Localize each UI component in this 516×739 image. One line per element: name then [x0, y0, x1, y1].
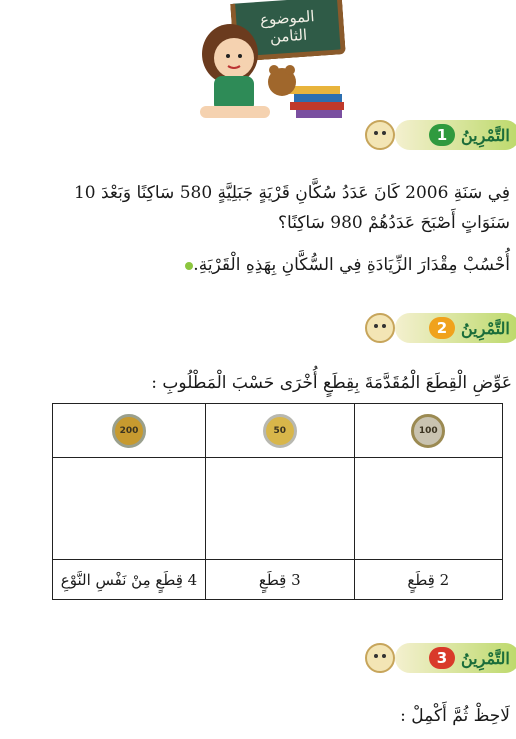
exercise-2-title: التَّمْرِينُ — [461, 318, 510, 338]
exercise-3-number: 3 — [429, 647, 455, 669]
exercise-1-heading — [383, 120, 516, 150]
exercise-1-title: التَّمْرِينُ — [461, 125, 510, 145]
mascot-icon — [365, 643, 395, 673]
label-cell-2-pieces: 2 قِطَعٍ — [354, 560, 503, 600]
exercise-1-task-text: أُحْسُبْ مِقْدَارَ الزِّيَادَةِ فِي السُّكَّانِ بِهَذِهِ الْقَرْيَةِ. — [193, 255, 510, 275]
answer-cell[interactable] — [53, 458, 206, 560]
mascot-icon — [365, 120, 395, 150]
exercise-1-banner — [395, 120, 516, 150]
exercise-2-instruction: عَوِّضِ الْقِطَعَ الْمُقَدَّمَةَ بِقِطَعٍ أُخْرَى حَسْبَ الْمَطْلُوبِ : — [151, 373, 512, 393]
exercise-3-banner — [395, 643, 516, 673]
exercise-2-banner — [395, 313, 516, 343]
exercise-2-number: 2 — [429, 317, 455, 339]
coin-200-icon: 200 — [112, 414, 146, 448]
coin-50-icon: 50 — [263, 414, 297, 448]
answer-cell[interactable] — [354, 458, 503, 560]
exercise-3-title: التَّمْرِينُ — [461, 648, 510, 668]
student-reading-illustration — [178, 6, 348, 136]
coins-table — [52, 403, 503, 600]
coin-cell — [206, 404, 355, 458]
label-cell-3-pieces: 3 قِطَعٍ — [206, 560, 355, 600]
board-line-1: الموضوع — [259, 6, 316, 29]
mascot-icon — [365, 313, 395, 343]
labels-row — [53, 560, 503, 600]
coin-cell — [53, 404, 206, 458]
coin-cell — [354, 404, 503, 458]
exercise-2-heading — [383, 313, 516, 343]
exercise-3-heading — [383, 643, 516, 673]
exercise-1-paragraph-line-1: فِي سَنَةِ 2006 كَانَ عَدَدُ سُكَّانِ قَرْيَةٍ جَبَلِيَّةٍ 580 سَاكِنًا وَبَعْدَ 10 — [73, 183, 510, 203]
answer-cell[interactable] — [206, 458, 355, 560]
label-cell-4-pieces: 4 قِطَعٍ مِنْ نَفْسِ النَّوْعِ — [53, 560, 206, 600]
exercise-1-task — [10, 255, 510, 275]
board-line-2: الثامن — [269, 25, 308, 46]
coin-100-icon: 100 — [411, 414, 445, 448]
exercise-1-paragraph-line-2: سَنَوَاتٍ أَصْبَحَ عَدَدُهُمْ 980 سَاكِنًا؟ — [278, 213, 510, 233]
answer-row — [53, 458, 503, 560]
coins-row — [53, 404, 503, 458]
exercise-1-number: 1 — [429, 124, 455, 146]
exercise-3-instruction: لَاحِظْ ثُمَّ أَكْمِلْ : — [400, 706, 510, 726]
